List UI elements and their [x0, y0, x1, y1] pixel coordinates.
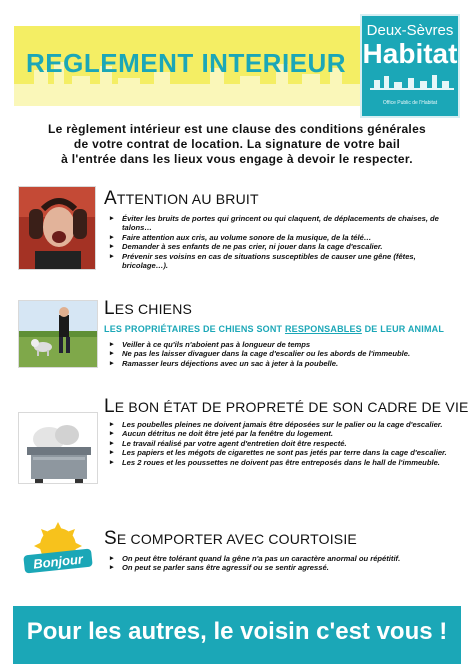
- list-item: ▸ Aucun détritus ne doit être jeté par la fenêtre du logement.: [122, 429, 452, 438]
- dogs-subheading: [104, 324, 444, 334]
- subheading-part: LES PROPRIÉTAIRES DE CHIENS SONT: [104, 324, 285, 334]
- bullet-list-noise: [122, 214, 452, 270]
- subheading-part: DE LEUR ANIMAL: [361, 324, 445, 334]
- title-initial: L: [104, 298, 115, 319]
- subheading-emphasis: RESPONSABLES: [284, 324, 362, 334]
- bullet-list-courtesy: [122, 554, 452, 573]
- title-initial: L: [104, 396, 115, 417]
- list-item: ▸ Le travail réalisé par votre agent d'entretien doit être respecté.: [122, 439, 452, 448]
- logo-tagline: Office Public de l'Habitat: [382, 100, 438, 106]
- section-title-noise: [104, 188, 259, 210]
- list-item: ▸ On peut se parler sans être agressif ou se sentir agressé.: [122, 563, 452, 572]
- bonjour-badge: [18, 522, 98, 582]
- title-initial: S: [104, 528, 117, 549]
- section-dogs: [18, 296, 458, 380]
- list-item: ▸ Les papiers et les mégots de cigarettes ne sont pas jetés par terre dans la cage d'escalier.: [122, 448, 452, 457]
- list-item: ▸ Les poubelles pleines ne doivent jamais être déposées sur le palier ou la cage d'escalier.: [122, 420, 452, 429]
- list-item: ▸ Demander à ses enfants de ne pas crier, ni jouer dans la cage d'escalier.: [122, 242, 452, 251]
- list-item: ▸ Éviter les bruits de portes qui grincent ou qui claquent, de déplacements de chaises, de talons…: [122, 214, 452, 233]
- deux-sevres-habitat-logo: [360, 14, 460, 118]
- list-item: ▸ Prévenir ses voisins en cas de situations susceptibles de causer une gêne (fêtes, bricolage…).: [122, 252, 452, 271]
- intro-line: de votre contrat de location. La signature de votre bail: [73, 137, 401, 151]
- header: [14, 14, 460, 118]
- title-banner: [14, 26, 366, 106]
- section-noise: [18, 184, 458, 280]
- list-item: ▸ On peut être tolérant quand la gêne n'a pas un caractère anormal ou répétitif.: [122, 554, 452, 563]
- list-item: ▸ Veiller à ce qu'ils n'aboient pas à longueur de temps: [122, 340, 452, 349]
- intro-line: à l'entrée dans les lieux vous engage à devoir le respecter.: [61, 152, 413, 166]
- title-rest: TTENTION AU BRUIT: [116, 191, 259, 207]
- list-item: ▸ Les 2 roues et les poussettes ne doivent pas être entreposés dans le hall de l'immeuble.: [122, 458, 452, 467]
- logo-line1: Deux-Sèvres: [366, 22, 454, 39]
- section-title-cleanliness: [104, 396, 469, 418]
- title-rest: E BON ÉTAT DE PROPRETÉ DE SON CADRE DE VIE: [114, 399, 469, 415]
- footer-slogan: Pour les autres, le voisin c'est vous !: [26, 618, 448, 645]
- logo-line2: Habitat: [362, 38, 458, 69]
- title-rest: ES CHIENS: [114, 301, 193, 317]
- section-courtesy: [18, 518, 458, 588]
- title-rest: E COMPORTER AVEC COURTOISIE: [116, 531, 357, 547]
- intro-line: Le règlement intérieur est une clause des conditions générales: [47, 122, 427, 136]
- title-initial: A: [104, 188, 117, 209]
- list-item: ▸ Ne pas les laisser divaguer dans la cage d'escalier ou les abords de l'immeuble.: [122, 349, 452, 358]
- bullet-list-cleanliness: [122, 420, 452, 467]
- list-item: ▸ Faire attention aux cris, au volume sonore de la musique, de la télé…: [122, 233, 452, 242]
- dog-walking-photo: [18, 300, 98, 368]
- logo-buildings-icon: [362, 72, 462, 100]
- noise-photo: [18, 186, 96, 270]
- bullet-list-dogs: [122, 340, 452, 368]
- intro-paragraph: [20, 122, 454, 167]
- footer-banner: [13, 606, 461, 664]
- page-title: REGLEMENT INTERIEUR: [26, 48, 347, 78]
- bonjour-text: Bonjour: [32, 551, 84, 572]
- list-item: ▸ Ramasser leurs déjections avec un sac à jeter à la poubelle.: [122, 359, 452, 368]
- section-cleanliness: [18, 394, 469, 502]
- trash-bin-photo: [18, 412, 98, 484]
- section-title-dogs: [104, 298, 192, 320]
- section-title-courtesy: [104, 528, 357, 550]
